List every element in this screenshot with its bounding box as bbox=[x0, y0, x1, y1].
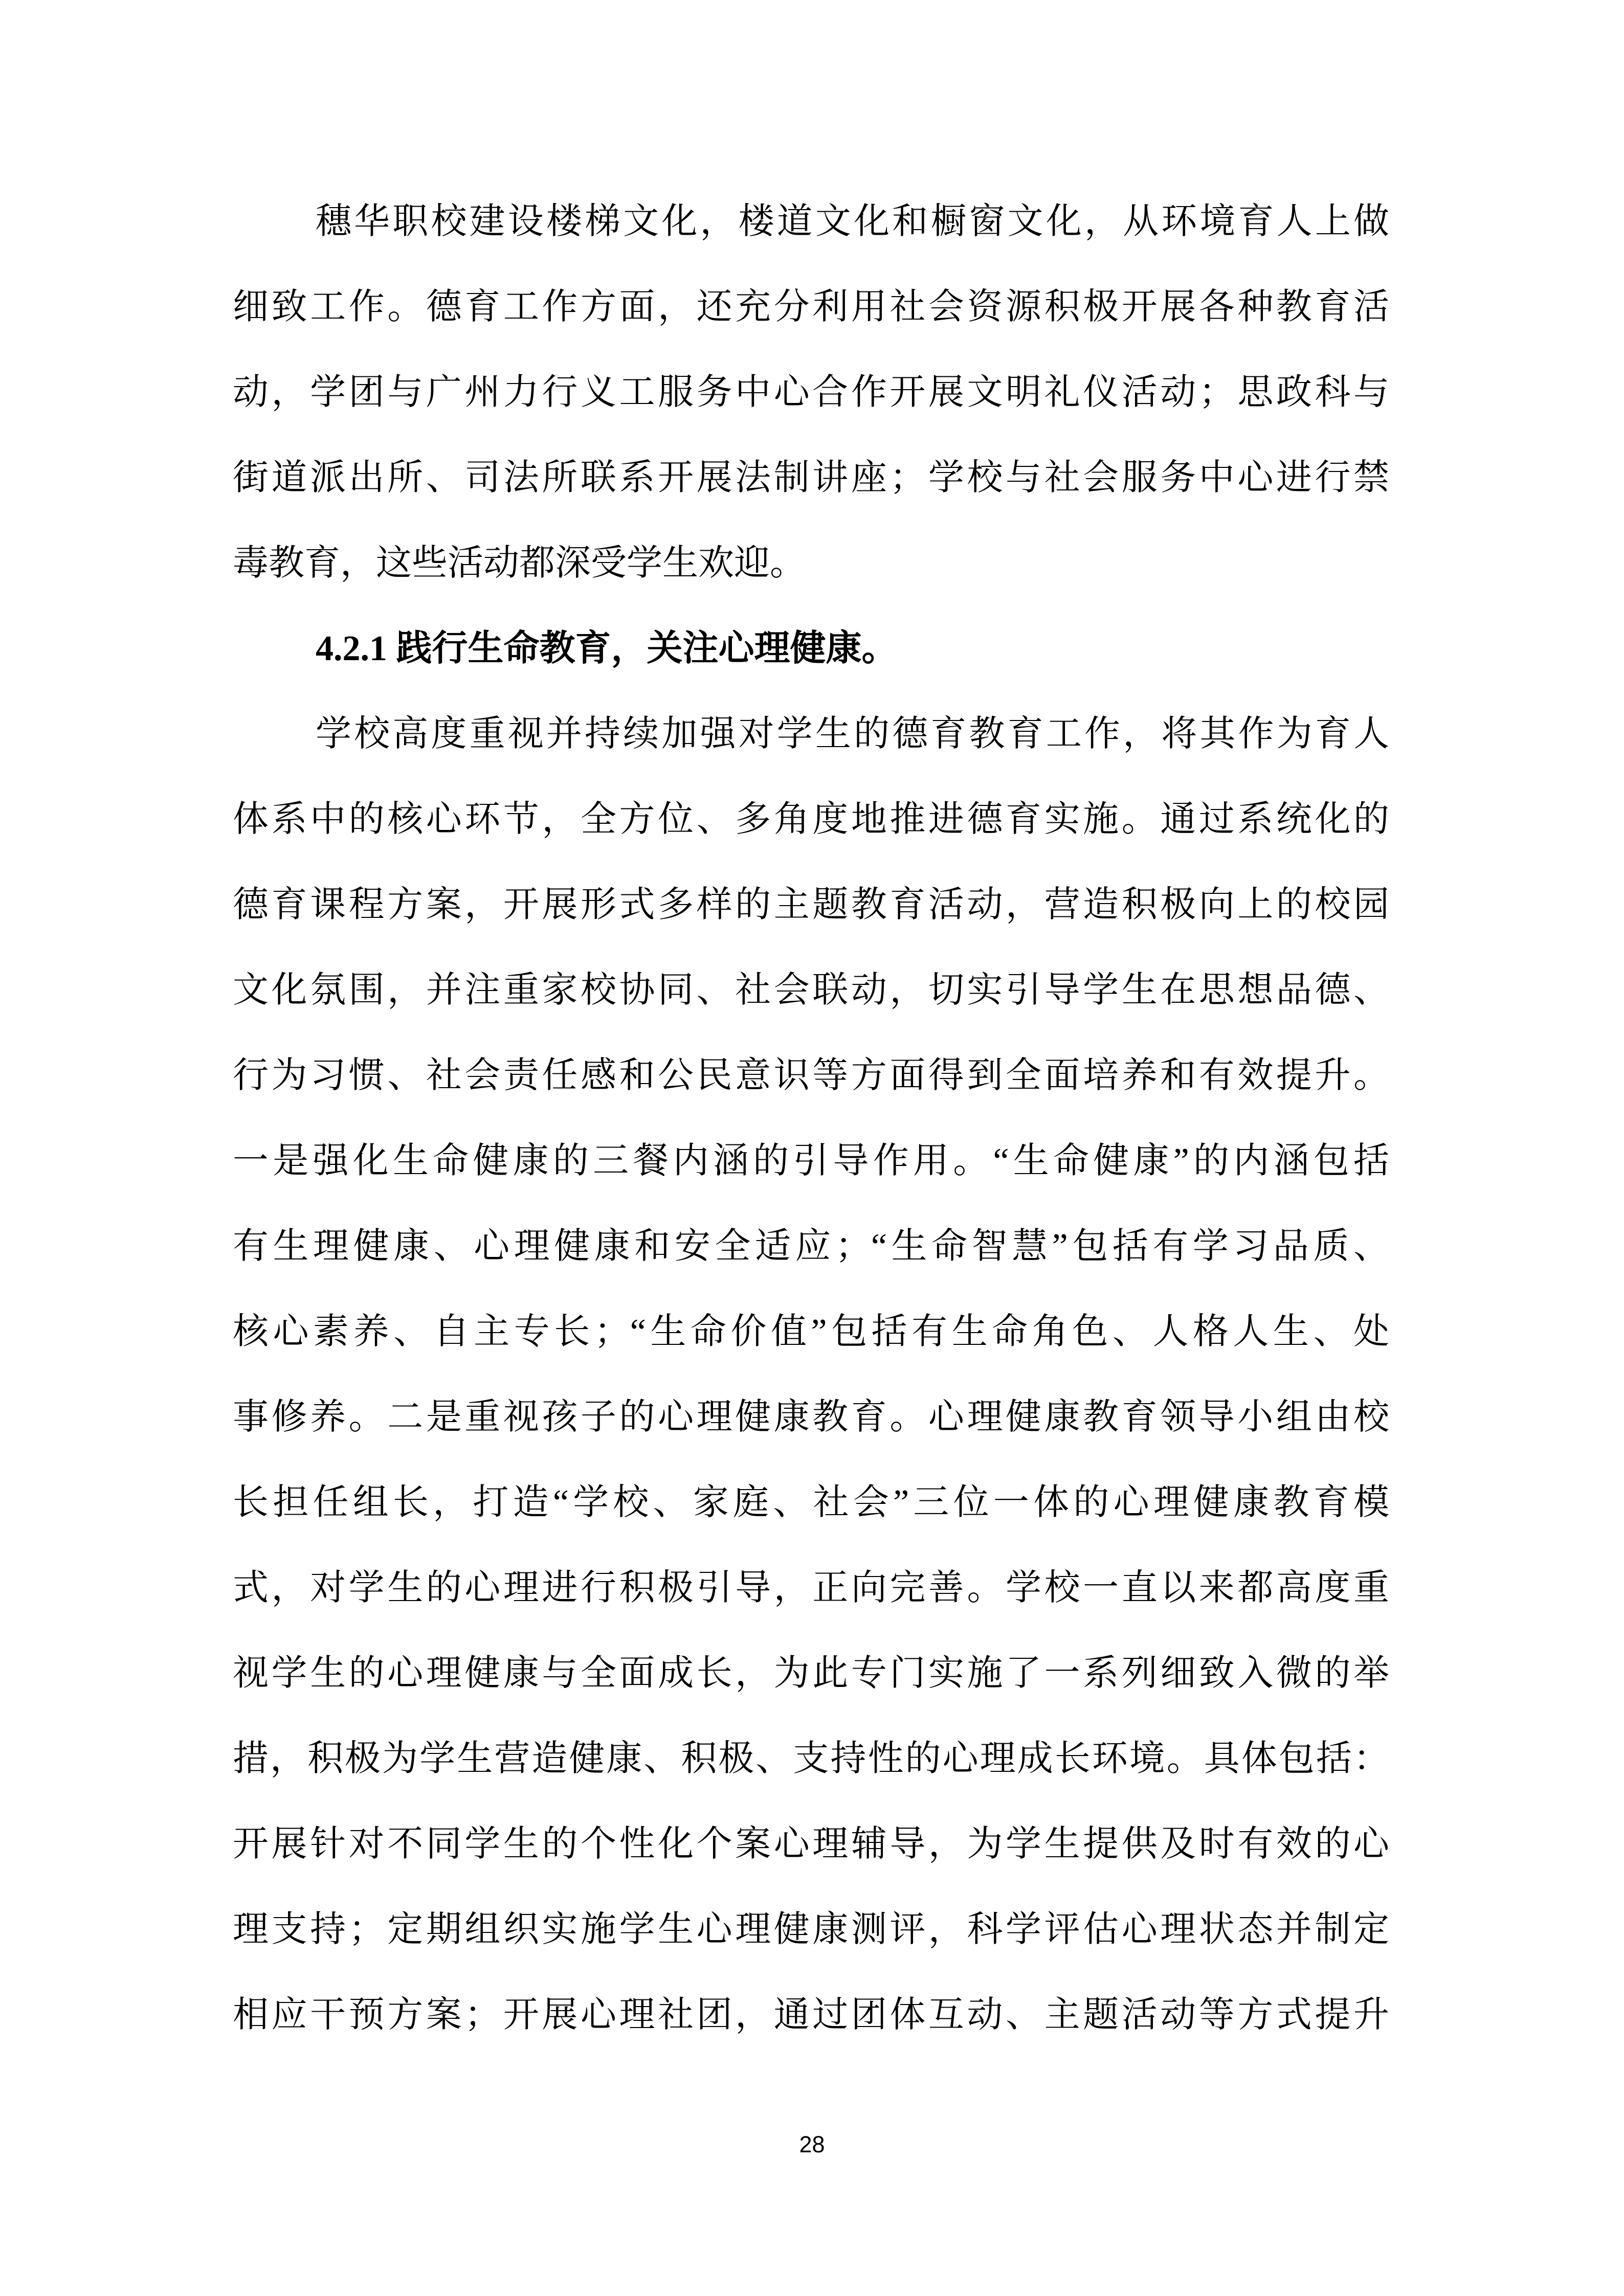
text-line: 文化氛围，并注重家校协同、社会联动，切实引导学生在思想品德、 bbox=[233, 971, 1389, 1010]
page-number: 28 bbox=[799, 2131, 825, 2157]
text-line: 相应干预方案；开展心理社团，通过团体互动、主题活动等方式提升 bbox=[233, 1995, 1389, 2035]
text-line: 街道派出所、司法所联系开展法制讲座；学校与社会服务中心进行禁 bbox=[233, 458, 1389, 498]
section-heading: 4.2.1 践行生命教育，关注心理健康。 bbox=[316, 629, 898, 668]
text-line: 开展针对不同学生的个性化个案心理辅导，为学生提供及时有效的心 bbox=[233, 1825, 1389, 1864]
text-line: 事修养。二是重视孩子的心理健康教育。心理健康教育领导小组由校 bbox=[233, 1398, 1389, 1437]
document-body bbox=[233, 179, 1389, 2058]
text-line: 德育课程方案，开展形式多样的主题教育活动，营造积极向上的校园 bbox=[233, 885, 1389, 925]
text-line: 学校高度重视并持续加强对学生的德育教育工作，将其作为育人 bbox=[316, 714, 1389, 754]
text-line: 措，积极为学生营造健康、积极、支持性的心理成长环境。具体包括： bbox=[233, 1739, 1389, 1779]
text-line: 行为习惯、社会责任感和公民意识等方面得到全面培养和有效提升。 bbox=[233, 1056, 1389, 1095]
text-line: 视学生的心理健康与全面成长，为此专门实施了一系列细致入微的举 bbox=[233, 1654, 1389, 1693]
text-line: 核心素养、自主专长；“生命价值”包括有生命角色、人格人生、处 bbox=[233, 1312, 1389, 1352]
text-line: 毒教育，这些活动都深受学生欢迎。 bbox=[233, 544, 806, 583]
text-line: 细致工作。德育工作方面，还充分利用社会资源积极开展各种教育活 bbox=[233, 287, 1389, 327]
text-line: 体系中的核心环节，全方位、多角度地推进德育实施。通过系统化的 bbox=[233, 800, 1389, 839]
text-line: 一是强化生命健康的三餐内涵的引导作用。“生命健康”的内涵包括 bbox=[233, 1141, 1389, 1181]
text-line: 有生理健康、心理健康和安全适应；“生命智慧”包括有学习品质、 bbox=[233, 1227, 1389, 1266]
text-line: 长担任组长，打造“学校、家庭、社会”三位一体的心理健康教育模 bbox=[233, 1483, 1389, 1522]
text-line: 动，学团与广州力行义工服务中心合作开展文明礼仪活动；思政科与 bbox=[233, 373, 1389, 412]
text-line: 穗华职校建设楼梯文化，楼道文化和橱窗文化，从环境育人上做 bbox=[316, 202, 1389, 241]
text-line: 式，对学生的心理进行积极引导，正向完善。学校一直以来都高度重 bbox=[233, 1568, 1389, 1608]
text-line: 理支持；定期组织实施学生心理健康测评，科学评估心理状态并制定 bbox=[233, 1910, 1389, 1949]
